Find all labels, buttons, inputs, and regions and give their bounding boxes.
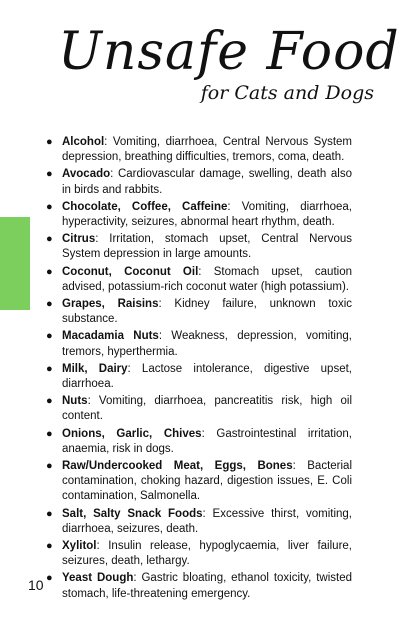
bullet-icon: ● [46,427,53,440]
bullet-icon: ● [46,200,53,213]
food-description: : Bacterial contamination, choking hazard, digestion issues, E. Coli contamination, Salmonella. [62,460,352,503]
food-description: : Gastric bloating, ethanol toxicity, twisted stomach, life-threatening emergency. [62,572,353,600]
list-item [46,394,352,424]
food-name: Nuts [62,395,88,408]
food-name: Grapes, Raisins [62,298,159,311]
list-item [46,329,352,359]
list-item [46,265,352,295]
list-item [46,297,352,327]
food-name: Alcohol [62,136,105,148]
food-description: : Kidney failure, unknown toxic substance. [62,298,352,326]
food-description: : Stomach upset, caution advised, potassium-rich coconut water (high potassium). [62,265,352,293]
food-description: : Vomiting, diarrhoea, Central Nervous System depression, breathing difficulties, tremors, coma, death. [62,136,352,164]
food-name: Salt, Salty Snack Foods [62,507,203,520]
list-item [46,459,352,505]
food-description: : Gastrointestinal irritation, anaemia, risk in dogs. [62,427,352,455]
page-number: 10 [28,577,44,593]
bullet-icon: ● [46,572,53,585]
food-description: : Irritation, stomach upset, Central Nervous System depression in large amounts. [62,233,352,261]
food-name: Coconut, Coconut Oil [62,265,199,278]
list-item [46,507,352,537]
food-name: Avocado [62,168,111,181]
food-name: Raw/Undercooked Meat, Eggs, Bones [62,460,293,473]
food-name: Xylitol [62,540,97,553]
food-description: : Cardiovascular damage, swelling, death also in birds and rabbits. [62,168,352,196]
bullet-icon: ● [46,298,53,311]
list-item [46,427,352,457]
bullet-icon: ● [46,136,53,148]
bullet-icon: ● [46,233,53,246]
bullet-icon: ● [46,362,53,375]
list-item [46,135,352,165]
list-item [46,362,352,392]
bullet-icon: ● [46,507,53,520]
green-side-tab [0,217,30,310]
unsafe-food-list [46,135,352,604]
list-item [46,232,352,262]
food-description: : Insulin release, hypoglycaemia, liver failure, seizures, death, lethargy. [62,540,352,568]
food-name: Milk, Dairy [62,362,128,375]
title-subtitle: for Cats and Dogs [200,82,374,104]
food-description: : Vomiting, diarrhoea, pancreatitis risk, high oil content. [62,395,352,423]
bullet-icon: ● [46,540,53,553]
bullet-icon: ● [46,330,53,343]
food-description: : Excessive thirst, vomiting, diarrhoea, seizures, death. [62,507,352,535]
food-name: Yeast Dough [62,572,134,585]
food-name: Macadamia Nuts [62,330,159,343]
bullet-icon: ● [46,395,53,408]
bullet-icon: ● [46,168,53,181]
food-name: Onions, Garlic, Chives [62,427,202,440]
list-item [46,539,352,569]
page-title [40,22,400,117]
list-item [46,200,352,230]
list-item [46,167,352,197]
bullet-icon: ● [46,460,53,473]
title-main: Unsafe Food [58,22,400,82]
list-item [46,571,352,601]
food-description: : Vomiting, diarrhoea, hyperactivity, seizures, abnormal heart rhythm, death. [62,200,352,229]
food-name: Chocolate, Coffee, Caffeine [62,200,228,213]
food-description: : Weakness, depression, vomiting, tremors, hyperthermia. [62,330,352,358]
bullet-icon: ● [46,265,53,278]
food-description: : Lactose intolerance, digestive upset, diarrhoea. [62,362,352,391]
food-name: Citrus [62,233,96,246]
